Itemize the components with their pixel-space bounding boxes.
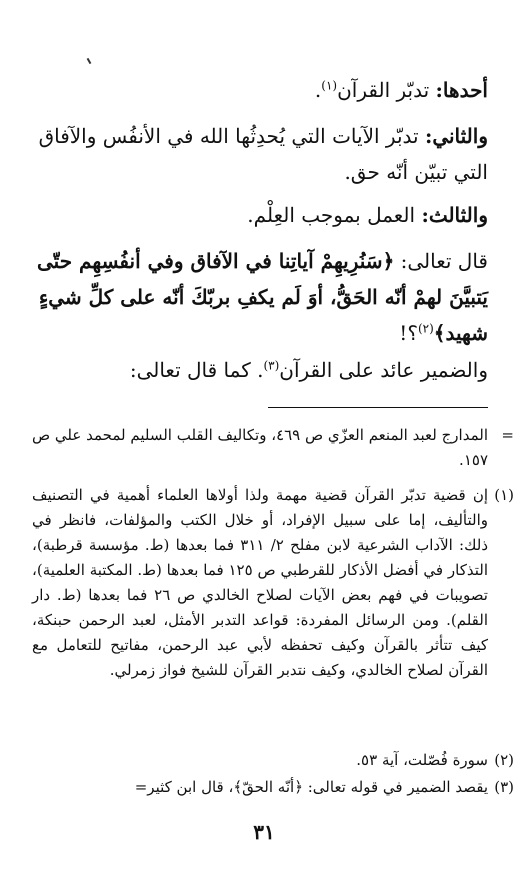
paragraph-second (28, 118, 488, 190)
footnote-number: (١) (494, 486, 514, 504)
paragraph-tail: ؟! (399, 321, 418, 345)
paragraph-first (28, 72, 488, 108)
footnote-text: المدارج لعبد المنعم العزّي ص ٤٦٩، وتكاليف القلب السليم لمحمد علي ص ١٥٧. (32, 426, 488, 469)
paragraph-label: أحدها: (435, 78, 488, 102)
footnote-separator (268, 407, 488, 408)
footnote-2 (32, 748, 514, 773)
paragraph-text: تدبّر الآيات التي يُحدِثُها الله في الأنفُس والآفاق التي تبيّن أنّه حق. (38, 124, 488, 184)
footnote-1 (32, 483, 514, 683)
footnote-text: إن قضية تدبّر القرآن قضية مهمة ولذا أولاها العلماء أهمية في التصنيف والتأليف، إما على سبيل الإفراد، أو خلال الكتب والمؤلفات، فانظر في ذلك: الآداب الشرعية لابن مفلح ٢/ ٣١١ فما بعدها (ط. مؤسسة قرطبة)، التذكار في أفضل الأذكار للقرطبي ص ١٢٥ فما بعدها (ط. المكتبة العلمية)، تصويبات في فهم بعض الآيات لصلاح الخالدي ص ٢٦ فما بعدها (ط. دار القلم). ومن الرسائل المفردة: قواعد التدبر الأمثل، لعبد الرحمن حبنكة، كيف تتأثر بالقرآن وكيف تحفظه لأبي عبد الرحمن، مفاتيح للتعامل مع القرآن لصلاح الخالدي، وكيف نتدبر القرآن للشيخ فواز زمرلي. (32, 486, 488, 679)
paragraph-label: والثالث: (421, 203, 488, 227)
stray-mark (87, 58, 92, 64)
paragraph-text: العمل بموجب العِلْم. (247, 203, 416, 227)
paragraph-third (28, 197, 488, 233)
paragraph-verse (28, 243, 488, 351)
paragraph-tail: . كما قال تعالى: (129, 358, 264, 382)
paragraph-fifth (28, 352, 488, 388)
footnote-text: سورة فُصّلت، آية ٥٣. (356, 751, 488, 769)
footnote-ref: (٣) (263, 358, 280, 373)
quran-verse: ﴿سَنُرِيهِمْ آياتِنا في الآفاق وفي أنفُسِهِم حتّى يَتبيَّنَ لهمْ أنّه الحَقُّ، أوَ لَم يكفِ بربّكَ أنّه على كلِّ شيءٍ شهيد﴾ (37, 249, 488, 345)
paragraph-text: والضمير عائد على القرآن (279, 358, 488, 382)
footnote-number: (٣) (494, 778, 514, 796)
footnote-ref: (٢) (417, 321, 434, 336)
footnote-text: يقصد الضمير في قوله تعالى: ﴿أنّه الحقّ﴾، قال ابن كثير= (134, 778, 488, 796)
footnote-ref: (١) (321, 78, 338, 93)
paragraph-tail: . (314, 78, 322, 102)
verse-intro: قال تعالى: (400, 249, 488, 273)
footnote-continued (32, 423, 514, 473)
footnote-3 (32, 775, 514, 800)
paragraph-label: والثاني: (424, 124, 488, 148)
footnote-number: (٢) (494, 751, 514, 769)
page-number: ٣١ (253, 820, 275, 844)
footnote-number: = (501, 426, 514, 444)
paragraph-text: تدبّر القرآن (337, 78, 430, 102)
